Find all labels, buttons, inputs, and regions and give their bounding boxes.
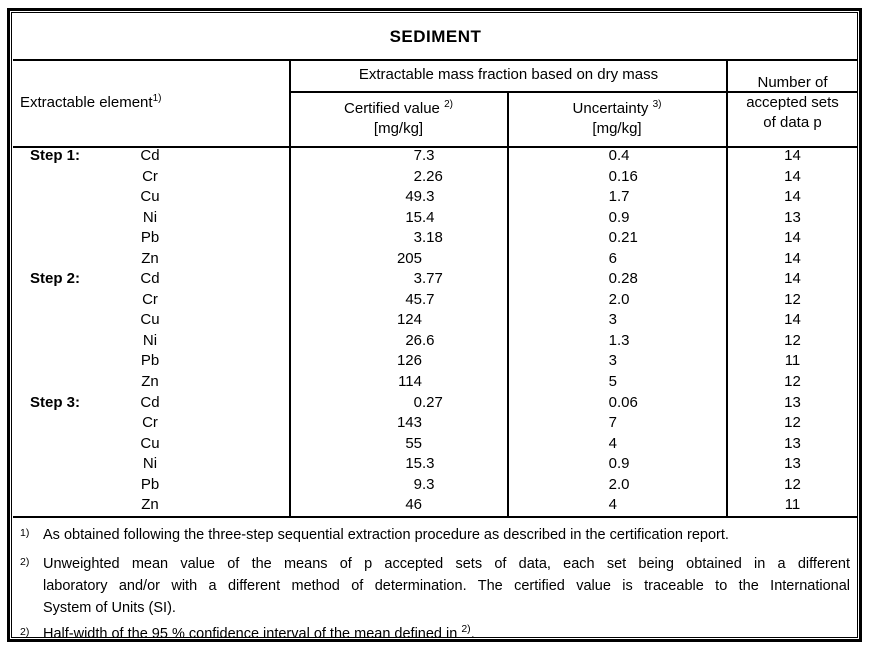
element-symbol: Cu	[140, 188, 160, 206]
table-row	[13, 413, 858, 434]
uncertainty-value: 6	[608, 249, 617, 267]
element-symbol: Cr	[142, 414, 158, 432]
certified-value: 124	[396, 311, 422, 329]
element-symbol: Cu	[140, 311, 160, 329]
uncertainty-value: 0.21	[608, 229, 638, 247]
element-cell	[13, 475, 290, 496]
uncertainty-value: 0.16	[608, 167, 638, 185]
sets-value: 14	[784, 311, 801, 329]
column-header-accepted-sets: Number of accepted sets of data p	[746, 73, 839, 131]
table-row	[13, 495, 858, 516]
footnote-text-line: laboratory and/or with a different method of determination. The certified value is traceable to the International	[43, 578, 850, 594]
certified-value: 15.3	[405, 455, 435, 473]
element-cell	[13, 331, 290, 352]
certified-value: 0.27	[413, 393, 443, 411]
footnote-text-line: System of Units (SI).	[43, 600, 176, 616]
sets-value: 13	[784, 434, 801, 452]
certified-value: 55	[405, 434, 422, 452]
footnote-ref-2: 2)	[444, 98, 453, 110]
certified-value: 143	[396, 414, 422, 432]
sets-value: 12	[784, 331, 801, 349]
element-symbol: Zn	[141, 496, 159, 514]
uncertainty-value: 1.3	[608, 331, 630, 349]
uncertainty-value: 7	[608, 414, 617, 432]
table-row	[13, 372, 858, 393]
uncertainty-value: 4	[608, 434, 617, 452]
element-cell	[13, 187, 290, 208]
table-row	[13, 249, 858, 270]
table-row	[13, 187, 858, 208]
footnote-marker: 2)	[20, 556, 30, 568]
table-row	[13, 434, 858, 455]
element-cell	[13, 310, 290, 331]
table-inner-border	[11, 12, 858, 642]
table-row	[13, 269, 858, 290]
element-symbol: Cr	[142, 290, 158, 308]
table-row	[13, 146, 858, 167]
column-header-group: Extractable mass fraction based on dry mass	[358, 66, 659, 83]
sets-value: 13	[784, 393, 801, 411]
table-body	[13, 146, 858, 516]
uncertainty-value: 5	[608, 373, 617, 391]
table-row	[13, 290, 858, 311]
footnote-text: Half-width of the 95 % confidence interval of the mean defined in $^{2)}$.	[43, 623, 475, 642]
table-content	[13, 14, 858, 642]
footnote-ref-2: 2)	[461, 623, 471, 636]
table-frame	[7, 8, 862, 642]
certified-value: 126	[396, 352, 422, 370]
table-title: SEDIMENT	[389, 26, 482, 46]
sets-value: 14	[784, 188, 801, 206]
uncertainty-value: 0.9	[608, 208, 630, 226]
element-symbol: Ni	[142, 208, 158, 226]
uncertainty-unit: [mg/kg]	[592, 119, 642, 137]
sets-value: 11	[784, 496, 801, 514]
element-symbol: Cd	[140, 147, 160, 164]
footnote-2	[13, 553, 858, 619]
column-header-certified-value: Certified value $^{2)}$ [mg/kg]	[344, 98, 453, 137]
table-row	[13, 310, 858, 331]
element-cell	[13, 269, 290, 290]
uncertainty-value: 2.0	[608, 475, 630, 493]
element-symbol: Pb	[140, 475, 160, 493]
uncertainty-value: 3	[608, 352, 617, 370]
sets-value: 11	[784, 352, 801, 370]
table-row	[13, 454, 858, 475]
certified-value: 114	[398, 373, 422, 391]
footnote-marker: 2)	[20, 626, 30, 638]
certified-value: 49.3	[405, 188, 435, 206]
table-row	[13, 228, 858, 249]
step-label: Step 1:	[30, 147, 81, 164]
uncertainty-value: 3	[608, 311, 617, 329]
element-cell	[13, 351, 290, 372]
element-symbol: Pb	[140, 352, 160, 370]
table-row	[13, 208, 858, 229]
element-symbol: Pb	[140, 229, 160, 247]
element-cell	[13, 228, 290, 249]
sets-value: 13	[784, 208, 801, 226]
sets-value: 14	[784, 147, 801, 164]
table-row	[13, 167, 858, 188]
uncertainty-value: 0.4	[608, 147, 630, 164]
footnote-ref-3: 3)	[652, 98, 662, 110]
sets-value: 14	[784, 270, 801, 288]
step-label: Step 2:	[30, 270, 81, 288]
step-label: Step 3:	[30, 393, 81, 411]
uncertainty-value: 0.06	[608, 393, 638, 411]
certified-value: 45.7	[405, 290, 435, 308]
certified-value: 9.3	[413, 475, 435, 493]
certified-value: 7.3	[413, 147, 435, 164]
column-header-element-label: Extractable element$^{1)}$	[20, 92, 162, 111]
certified-value: 3.77	[413, 270, 443, 288]
sets-value: 12	[784, 414, 801, 432]
footnote-marker: 1)	[20, 527, 30, 539]
uncertainty-value: 1.7	[608, 188, 630, 206]
uncertainty-value: 0.9	[608, 455, 630, 473]
footnote-3	[13, 624, 858, 644]
element-symbol: Cd	[140, 270, 160, 288]
footnote-1	[13, 525, 858, 545]
element-cell	[13, 454, 290, 475]
sets-value: 14	[784, 229, 801, 247]
element-symbol: Ni	[142, 455, 158, 473]
sets-value: 13	[784, 455, 801, 473]
certified-value: 2.26	[413, 167, 443, 185]
footnote-text: As obtained following the three-step sequential extraction procedure as described in the certification report.	[43, 527, 729, 543]
element-cell	[13, 146, 290, 167]
sets-value: 12	[784, 475, 801, 493]
certified-unit: [mg/kg]	[373, 119, 424, 137]
uncertainty-value: 2.0	[608, 290, 630, 308]
uncertainty-value: 4	[608, 496, 617, 514]
element-cell	[13, 372, 290, 393]
element-symbol: Zn	[141, 373, 159, 391]
element-cell	[13, 249, 290, 270]
footnote-ref-1: 1)	[152, 92, 162, 104]
certified-value: 15.4	[405, 208, 435, 226]
element-cell	[13, 208, 290, 229]
uncertainty-value: 0.28	[608, 270, 638, 288]
certified-value: 46	[405, 496, 422, 514]
element-cell	[13, 393, 290, 414]
sets-value: 14	[784, 249, 801, 267]
element-cell	[13, 413, 290, 434]
footnote-text-line: Unweighted mean value of the means of p accepted sets of data, each set being obtained in a different	[43, 556, 850, 572]
column-header-element	[13, 59, 290, 146]
element-symbol: Cr	[142, 167, 158, 185]
sets-value: 12	[784, 373, 801, 391]
table-row	[13, 351, 858, 372]
element-cell	[13, 495, 290, 516]
certified-value: 26.6	[405, 331, 435, 349]
element-cell	[13, 434, 290, 455]
table-row	[13, 331, 858, 352]
element-symbol: Cu	[140, 434, 160, 452]
certified-value: 3.18	[413, 229, 443, 247]
certified-value: 205	[396, 249, 422, 267]
table-row	[13, 475, 858, 496]
column-header-uncertainty: Uncertainty $^{3)}$ [mg/kg]	[572, 98, 662, 137]
sets-value: 14	[784, 167, 801, 185]
sets-value: 12	[784, 290, 801, 308]
footnotes-section	[13, 518, 858, 642]
element-cell	[13, 290, 290, 311]
table-row	[13, 393, 858, 414]
element-symbol: Ni	[142, 331, 158, 349]
element-cell	[13, 167, 290, 188]
element-symbol: Zn	[141, 249, 159, 267]
element-symbol: Cd	[140, 393, 160, 411]
